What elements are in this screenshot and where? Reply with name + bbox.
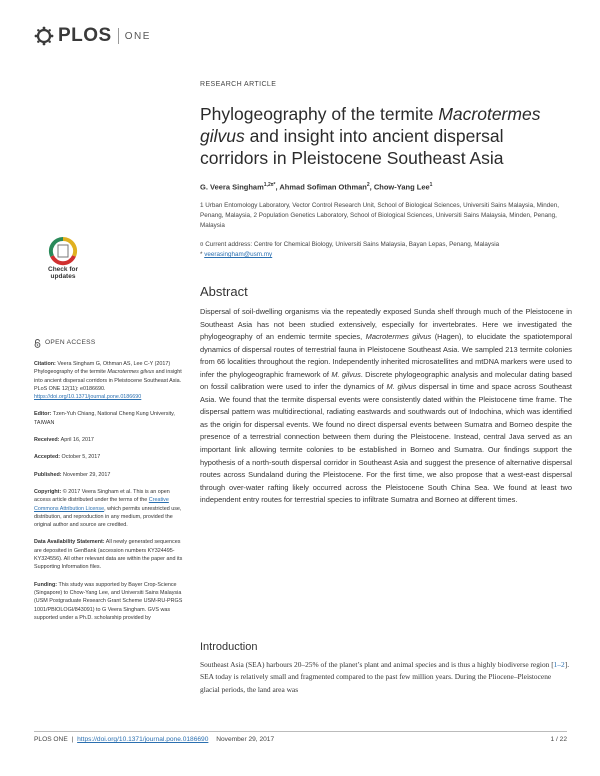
- received-label: Received:: [34, 437, 60, 444]
- badge-line-2: updates: [50, 273, 76, 280]
- published-label: Published:: [34, 471, 62, 478]
- article-title: [200, 103, 570, 169]
- citation: [34, 360, 186, 401]
- reference-link[interactable]: 1–2: [553, 660, 565, 669]
- current-address: ¤ Current address: Centre for Chemical Biology, Universiti Sains Malaysia, Bayan Lepas, Penang, Malaysia: [200, 241, 500, 248]
- citation-label: Citation:: [34, 361, 56, 367]
- received-date: [34, 436, 186, 444]
- copyright-label: Copyright:: [34, 488, 62, 495]
- citation-text: Veera Singham G, Othman AS, Lee C-Y (2017) Phylogeography of the termite: [34, 361, 171, 376]
- license-link[interactable]: Creative Commons Attribution License: [34, 497, 169, 512]
- citation-species: Macrotermes gilvus: [107, 369, 155, 376]
- copyright-text: , which permits unrestricted use, distribution, and reproduction in any medium, provided the original author and source are credited.: [34, 505, 182, 529]
- funding: [34, 581, 186, 622]
- abstract-text: . Discrete phylogeographic analysis and molecular dating based on fossil calibration were used to infer the dynamics of: [200, 369, 572, 392]
- data-availability: [34, 538, 186, 571]
- footer-page-number: 1 / 22: [550, 736, 567, 743]
- author-1-sup: 1,2¤*: [263, 182, 276, 188]
- introduction-body: [200, 659, 572, 696]
- data-availability-label: Data Availability Statement:: [34, 539, 105, 546]
- citation-doi-link[interactable]: https://doi.org/10.1371/journal.pone.0186690: [34, 394, 142, 401]
- check-for-updates-icon: [36, 236, 90, 266]
- author-3-sup: 1: [429, 182, 433, 188]
- introduction-text: ]. SEA today is relatively small and fragmented compared to the past few million years. During the Pliocene–Pleistocene glacial periods, the land area was: [200, 660, 570, 694]
- open-access-text: OPEN ACCESS: [45, 339, 96, 347]
- footer-date: November 29, 2017: [216, 736, 275, 743]
- abstract-body: [200, 306, 572, 507]
- received-value: April 16, 2017: [59, 437, 94, 444]
- badge-line-1: Check for: [48, 266, 78, 273]
- logo-suffix: ONE: [124, 30, 151, 42]
- author-2[interactable]: Ahmad Sofiman Othman: [279, 182, 367, 192]
- title-part2: and insight into ancient dispersal corridors in Pleistocene Southeast Asia: [200, 126, 504, 168]
- article-sidebar: [34, 339, 186, 631]
- abstract-text: Dispersal of soil-dwelling organisms via the repeatedly exposed Sunda shelf through much of the Pleistocene in Southeast Asia has not been studied extensively, especially for invertebrates. Here we investigated the phylogeography of an endemic termite species,: [200, 307, 572, 342]
- footer-left: [34, 736, 276, 743]
- copyright-text: © 2017 Veera Singham et al. This is an open access article distributed under the terms of the: [34, 488, 170, 504]
- accepted-label: Accepted:: [34, 454, 61, 461]
- title-species: Macrotermes gilvus: [200, 104, 541, 146]
- editor-label: Editor:: [34, 411, 52, 418]
- copyright: [34, 488, 186, 529]
- email-link[interactable]: veerasingham@usm.my: [204, 251, 273, 258]
- introduction-text: Southeast Asia (SEA) harbours 20–25% of the planet’s plant and animal species and is thus a highly biodiverse region [: [200, 660, 554, 669]
- page-footer: [34, 736, 567, 743]
- footer-separator: |: [71, 736, 74, 743]
- check-for-updates-badge[interactable]: [36, 236, 90, 290]
- abstract-text: (Hagen), to elucidate the spatiotemporal dynamics of dispersal routes of terrestrial fauna in Pleistocene Southeast Asia. We sampled 213 termite colonies from 66 localities throughout the region. Independently inherited microsatellites and mtDNA markers were used to infer the phylogeographic framework of: [200, 332, 572, 379]
- citation-text: and insight into ancient dispersal corridors in Pleistocene Southeast Asia. PLoS ONE 12(11): e0186690.: [34, 369, 182, 392]
- published-date: [34, 471, 186, 479]
- plos-logo-icon: [34, 26, 54, 46]
- abstract-species: Macrotermes gilvus: [365, 332, 432, 342]
- funding-label: Funding:: [34, 581, 58, 588]
- logo-word: PLOS: [58, 25, 112, 46]
- author-list: G. Veera Singham$^{1,2¤*}$, Ahmad Sofiman Othman$^2$, Chow-Yang Lee$^1$: [200, 182, 433, 192]
- data-availability-text: All newly generated sequences are deposited in GenBank (accession numbers KY324495-KY324556). All other relevant data are within the paper and its Supporting Information files.: [34, 539, 183, 571]
- author-2-sup: 2: [366, 182, 370, 188]
- published-value: November 29, 2017: [61, 471, 111, 478]
- affiliations: 1 Urban Entomology Laboratory, Vector Control Research Unit, School of Biological Sciences, Universiti Sains Malaysia, Minden, Penang, Malaysia, 2 Population Genetics Laboratory, School of Biological Sciences, Universiti Sains Malaysia, Minden, Penang, Malaysia: [200, 202, 559, 229]
- footer-journal: PLOS ONE: [34, 736, 68, 743]
- logo-separator: [118, 28, 119, 44]
- open-access-lock-icon: [34, 339, 41, 348]
- author-1[interactable]: G. Veera Singham: [200, 182, 264, 192]
- article-type: RESEARCH ARTICLE: [200, 81, 277, 88]
- accepted-date: [34, 453, 186, 461]
- abstract-text: dispersal in time and space across Southeast Asia. We found that the termite dispersal events were consistently dated within the Pleistocene time frame. The dispersal pattern was multidirectional, radiating eastwards and southwards out of Indochina, which was identified as the origin for dispersal events. We found no direct dispersal events between Sumatra and Borneo despite the presence of a terrestrial connection between them during the Pleistocene. Instead, central Java served as an important link allowing termite colonies to be established in Borneo and Sumatra. Our findings support the hypothesis of a north-south dispersal corridor in Southeast Asia and suggest the presence of alternative dispersal routes across Sundaland during the Pleistocene. For the first time, we also propose that a west-east dispersal through over-water rafting likely occurred across the Pleistocene South China Sea. We found at least two independent entry routes for terrestrial species to infiltrate Sumatra and Borneo at different times.: [200, 382, 572, 505]
- corresponding-email: [200, 250, 272, 260]
- plos-logo[interactable]: [34, 24, 151, 48]
- abstract-species: M. gilvus: [386, 382, 417, 392]
- abstract-heading: Abstract: [200, 284, 248, 299]
- title-part1: Phylogeography of the termite: [200, 104, 439, 124]
- email-prefix: *: [200, 251, 203, 258]
- badge-label: [36, 266, 90, 280]
- editor: [34, 410, 186, 427]
- author-3[interactable]: Chow-Yang Lee: [373, 182, 430, 192]
- introduction-heading: Introduction: [200, 641, 258, 653]
- footer-doi-link[interactable]: https://doi.org/10.1371/journal.pone.0186690: [77, 736, 209, 743]
- funding-text: This study was supported by Bayer Crop-Science (Singapore) to Chow-Yang Lee, and Universiti Sains Malaysia (USM Postgraduate Research Grant Scheme USM-RU-PRGS 1001/PBIOLOGI/843091) to G Veera Singham. GVS was supported under a Ph.D. scholarship provided by: [34, 581, 183, 621]
- abstract-species: M. gilvus: [331, 369, 361, 379]
- open-access-label: [34, 339, 186, 348]
- footer-divider: [34, 731, 567, 732]
- editor-text: Tzen-Yuh Chiang, National Cheng Kung University, TAIWAN: [34, 411, 175, 426]
- accepted-value: October 5, 2017: [60, 454, 101, 461]
